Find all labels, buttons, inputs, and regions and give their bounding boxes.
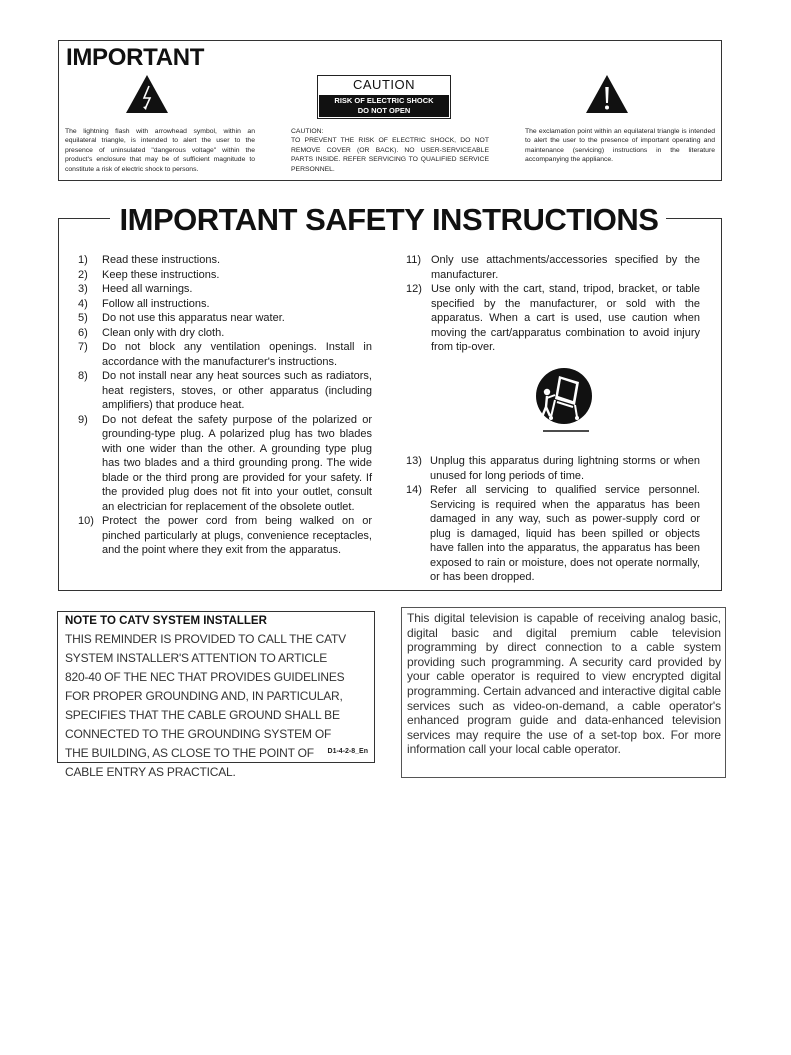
caution-label bbox=[317, 75, 451, 119]
item-text: Unplug this apparatus during lightning storms or when unused for long periods of time. bbox=[430, 455, 700, 482]
list-item bbox=[406, 282, 700, 355]
list-item bbox=[78, 282, 372, 297]
caution-label-line1: RISK OF ELECTRIC SHOCK bbox=[334, 96, 434, 105]
catv-line: 820-40 OF THE NEC THAT PROVIDES GUIDELINES bbox=[65, 670, 345, 684]
list-item bbox=[78, 340, 372, 369]
item-number: 13) bbox=[406, 455, 422, 467]
safety-title: IMPORTANT SAFETY INSTRUCTIONS bbox=[119, 202, 659, 237]
important-box bbox=[58, 40, 722, 181]
item-number: 4) bbox=[78, 297, 88, 310]
item-text: Read these instructions. bbox=[102, 254, 221, 266]
item-text: Do not install near any heat sources such as radiators, heat registers, stoves, or other apparatus (including amplifiers) that produce heat. bbox=[102, 370, 372, 411]
item-number: 2) bbox=[78, 268, 88, 281]
item-text: Heed all warnings. bbox=[102, 283, 193, 295]
list-item bbox=[78, 413, 372, 515]
item-number: 9) bbox=[78, 413, 88, 426]
list-item bbox=[78, 514, 372, 558]
catv-line: CABLE ENTRY AS PRACTICAL. bbox=[65, 765, 236, 779]
lightning-warning-icon bbox=[125, 74, 169, 114]
catv-line: SPECIFIES THAT THE CABLE GROUND SHALL BE bbox=[65, 708, 340, 722]
catv-code: D1-4-2-8_En bbox=[327, 748, 368, 755]
exclamation-note: The exclamation point within an equilateral triangle is intended to alert the user to the presence of important operating and maintenance (servicing) instructions in the literature accompanying the appliance. bbox=[525, 128, 715, 164]
caution-note bbox=[291, 127, 489, 174]
item-text: Refer all servicing to qualified service personnel. Servicing is required when the apparatus has been damaged in any way, such as power-supply cord or plug is damaged, liquid has been spilled or objects have fallen into the apparatus, the apparatus has been exposed to rain or moisture, does not operate normally, or has been dropped. bbox=[430, 484, 700, 583]
safety-rule-right bbox=[666, 218, 722, 219]
catv-line: CONNECTED TO THE GROUNDING SYSTEM OF bbox=[65, 727, 332, 741]
catv-body bbox=[65, 630, 371, 782]
catv-line: SYSTEM INSTALLER'S ATTENTION TO ARTICLE bbox=[65, 651, 328, 665]
safety-list-left bbox=[78, 253, 372, 558]
list-item bbox=[78, 311, 372, 326]
item-number: 3) bbox=[78, 283, 88, 295]
list-item bbox=[406, 483, 700, 585]
catv-line: FOR PROPER GROUNDING AND, IN PARTICULAR, bbox=[65, 689, 343, 703]
item-number: 10) bbox=[78, 515, 94, 527]
caution-note-title: CAUTION: bbox=[291, 128, 324, 135]
safety-list-right-2 bbox=[406, 454, 700, 585]
safety-rule-left bbox=[58, 218, 110, 219]
catv-title: NOTE TO CATV SYSTEM INSTALLER bbox=[65, 615, 267, 627]
item-text: Do not use this apparatus near water. bbox=[102, 312, 285, 324]
item-text: Do not block any ventilation openings. Install in accordance with the manufacturer's instructions. bbox=[102, 341, 372, 368]
item-text: Do not defeat the safety purpose of the polarized or grounding-type plug. A polarized plug has two blades with one wider than the other. A grounding type plug has two blades and a third grounding prong. The wide blade or the third prong are provided for your safety. If the provided plug does not fit into your outlet, consult an electrician for replacement of the obsolete outlet. bbox=[102, 413, 372, 513]
item-number: 1) bbox=[78, 254, 88, 266]
item-text: Only use attachments/accessories specified by the manufacturer. bbox=[431, 254, 700, 281]
caution-label-line2: DO NOT OPEN bbox=[357, 106, 411, 115]
item-text: Use only with the cart, stand, tripod, bracket, or table specified by the manufacturer, or sold with the apparatus. When a cart is used, use caution when moving the cart/apparatus combination to avoid injury from tip-over. bbox=[431, 283, 700, 353]
list-item bbox=[406, 253, 700, 282]
exclamation-warning-icon bbox=[585, 74, 629, 114]
item-number: 7) bbox=[78, 341, 88, 353]
list-item bbox=[406, 454, 700, 483]
item-number: 8) bbox=[78, 370, 88, 382]
digital-tv-box bbox=[401, 607, 726, 778]
catv-line: THIS REMINDER IS PROVIDED TO CALL THE CATV bbox=[65, 632, 346, 646]
caution-label-top: CAUTION bbox=[353, 77, 415, 92]
item-number: 5) bbox=[78, 312, 88, 324]
item-number: 12) bbox=[406, 283, 422, 295]
cart-tip-over-icon bbox=[533, 365, 595, 435]
item-text: Protect the power cord from being walked on or pinched particularly at plugs, convenience receptacles, and the point where they exit from the apparatus. bbox=[102, 515, 372, 556]
item-number: 6) bbox=[78, 326, 88, 339]
item-text: Follow all instructions. bbox=[102, 297, 210, 310]
list-item bbox=[78, 297, 372, 312]
important-title: IMPORTANT bbox=[66, 44, 205, 71]
lightning-note: The lightning flash with arrowhead symbol, within an equilateral triangle, is intended to alert the user to the presence of uninsulated "dangerous voltage" within the product's enclosure that may be of sufficient magnitude to constitute a risk of electric shock to persons. bbox=[65, 128, 255, 173]
caution-label-bottom bbox=[319, 95, 449, 117]
item-text: Keep these instructions. bbox=[102, 268, 220, 281]
caution-note-text: TO PREVENT THE RISK OF ELECTRIC SHOCK, DO NOT REMOVE COVER (OR BACK). NO USER-SERVICEABLE PARTS INSIDE. REFER SERVICING TO QUALIFIED SERVICE PERSONNEL. bbox=[291, 137, 489, 173]
digital-tv-text: This digital television is capable of receiving analog basic, digital basic and digital premium cable television programming by direct connection to a cable system providing such programming. A security card provided by your cable operator is required to view encrypted digital programming. Certain advanced and interactive digital cable services such as video-on-demand, a cable operator's enhanced program guide and data-enhanced television services may require the use of a set-top box. For more information call your local cable operator. bbox=[407, 611, 721, 757]
catv-note-box bbox=[57, 611, 375, 779]
list-item bbox=[78, 326, 372, 341]
list-item bbox=[78, 369, 372, 413]
catv-line: THE BUILDING, AS CLOSE TO THE POINT OF bbox=[65, 746, 314, 760]
list-item bbox=[78, 268, 372, 283]
item-number: 11) bbox=[406, 254, 422, 266]
item-text: Clean only with dry cloth. bbox=[102, 326, 225, 339]
list-item bbox=[78, 253, 372, 268]
safety-list-right bbox=[406, 253, 700, 355]
item-number: 14) bbox=[406, 484, 422, 496]
